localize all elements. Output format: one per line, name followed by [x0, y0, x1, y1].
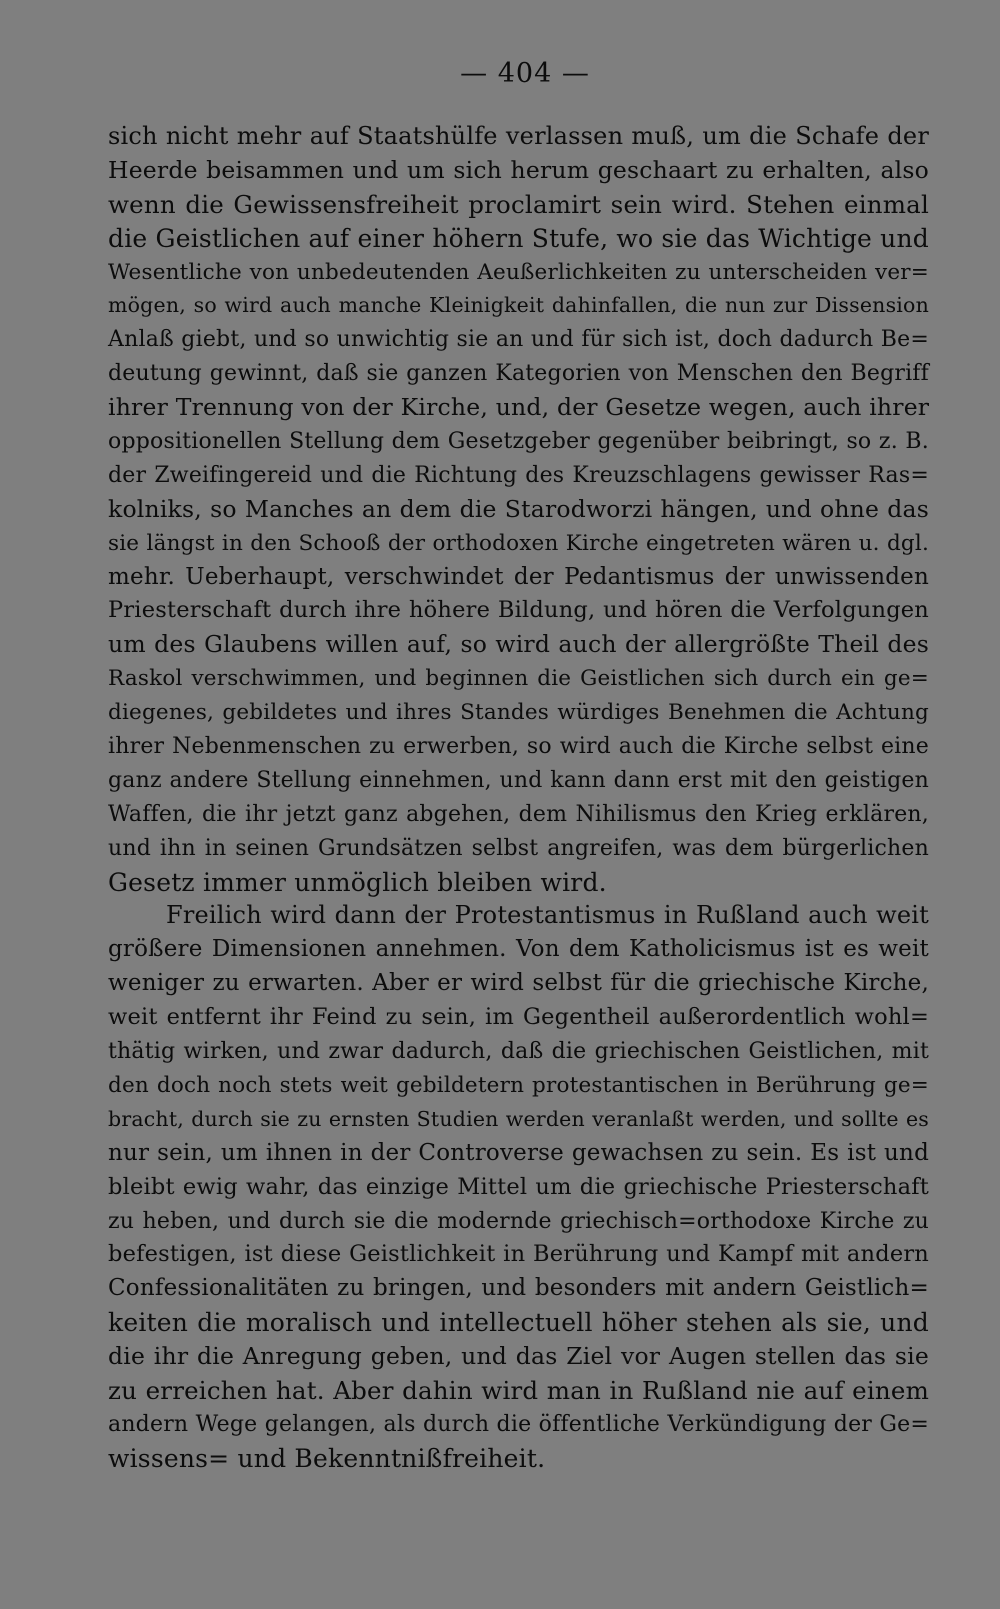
text-line: Anlaß giebt, und so unwichtig sie an und für sich ist, doch dadurch Be=	[108, 327, 929, 353]
text-line: Waffen, die ihr jetzt ganz abgehen, dem Nihilismus den Krieg erklären,	[108, 801, 929, 827]
text-line: ihrer Trennung von der Kirche, und, der Gesetze wegen, auch ihrer	[108, 393, 930, 422]
text-line: die ihr die Anregung geben, und das Ziel vor Augen stellen das sie	[108, 1342, 929, 1371]
text-line: diegenes, gebildetes und ihres Standes würdiges Benehmen die Achtung	[108, 700, 929, 726]
text-line: befestigen, ist diese Geistlichkeit in Berührung und Kampf mit andern	[108, 1241, 929, 1268]
text-line: wenn die Gewissensfreiheit proclamirt sein wird. Stehen einmal	[108, 189, 929, 219]
text-line: Priesterschaft durch ihre höhere Bildung, und hören die Verfolgungen	[108, 597, 929, 624]
text-line: mehr. Ueberhaupt, verschwindet der Pedantismus der unwissenden	[108, 563, 929, 590]
text-line: zu heben, und durch sie die modernde griechisch=orthodoxe Kirche zu	[108, 1208, 929, 1234]
text-line: ganz andere Stellung einnehmen, und kann dann erst mit den geistigen	[108, 767, 929, 793]
text-line: zu erreichen hat. Aber dahin wird man in Rußland nie auf einem	[108, 1375, 929, 1405]
text-line: sie längst in den Schooß der orthodoxen Kirche eingetreten wären u. dgl.	[108, 530, 929, 556]
text-line: bleibt ewig wahr, das einzige Mittel um die griechische Priesterschaft	[108, 1173, 929, 1200]
text-line: keiten die moralisch und intellectuell höher stehen als sie, und	[108, 1308, 929, 1338]
text-line: die Geistlichen auf einer höhern Stufe, wo sie das Wichtige und	[108, 223, 929, 253]
text-line: um des Glaubens willen auf, so wird auch der allergrößte Theil des	[108, 630, 929, 659]
text-line: sich nicht mehr auf Staatshülfe verlassen muß, um die Schafe der	[108, 122, 929, 150]
text-line: größere Dimensionen annehmen. Von dem Katholicismus ist es weit	[108, 936, 929, 963]
text-line: deutung gewinnt, daß sie ganzen Kategorien von Menschen den Begriff	[108, 361, 929, 387]
paragraph-start-line: Freilich wird dann der Protestantismus in Rußland auch weit	[166, 901, 929, 930]
text-line: nur sein, um ihnen in der Controverse gewachsen zu sein. Es ist und	[108, 1139, 929, 1166]
text-line: Raskol verschwimmen, und beginnen die Geistlichen sich durch ein ge=	[108, 666, 929, 692]
text-line: Wesentliche von unbedeutenden Aeußerlichkeiten zu unterscheiden ver=	[108, 259, 929, 285]
body-text	[108, 120, 929, 1476]
text-line: bracht, durch sie zu ernsten Studien werden veranlaßt werden, und sollte es	[108, 1106, 929, 1131]
text-line: mögen, so wird auch manche Kleinigkeit dahinfallen, die nun zur Dissension	[108, 293, 929, 318]
text-line: Confessionalitäten zu bringen, und besonders mit andern Geistlich=	[108, 1275, 929, 1302]
paragraph-end-line: Gesetz immer unmöglich bleiben wird.	[108, 867, 607, 897]
text-line: weit entfernt ihr Feind zu sein, im Gegentheil außerordentlich wohl=	[108, 1004, 929, 1031]
text-line: ihrer Nebenmenschen zu erwerben, so wird auch die Kirche selbst eine	[108, 734, 929, 760]
text-line: kolniks, so Manches an dem die Starodworzi hängen, und ohne das	[108, 494, 929, 523]
paragraph-end-line: wissens= und Bekenntnißfreiheit.	[108, 1443, 546, 1473]
text-line: und ihn in seinen Grundsätzen selbst angreifen, was dem bürgerlichen	[108, 835, 929, 861]
text-line: den doch noch stets weit gebildetern protestantischen in Berührung ge=	[108, 1072, 929, 1098]
text-line: Heerde beisammen und um sich herum geschaart zu erhalten, also	[108, 155, 929, 184]
text-line: weniger zu erwarten. Aber er wird selbst für die griechische Kirche,	[108, 970, 929, 997]
text-line: thätig wirken, und zwar dadurch, daß die griechischen Geistlichen, mit	[108, 1039, 929, 1065]
text-line: der Zweifingereid und die Richtung des Kreuzschlagens gewisser Ras=	[108, 462, 929, 488]
text-line: oppositionellen Stellung dem Gesetzgeber gegenüber beibringt, so z. B.	[108, 429, 929, 455]
text-line: andern Wege gelangen, als durch die öffentliche Verkündigung der Ge=	[108, 1411, 929, 1437]
page-number: — 404 —	[460, 58, 590, 89]
